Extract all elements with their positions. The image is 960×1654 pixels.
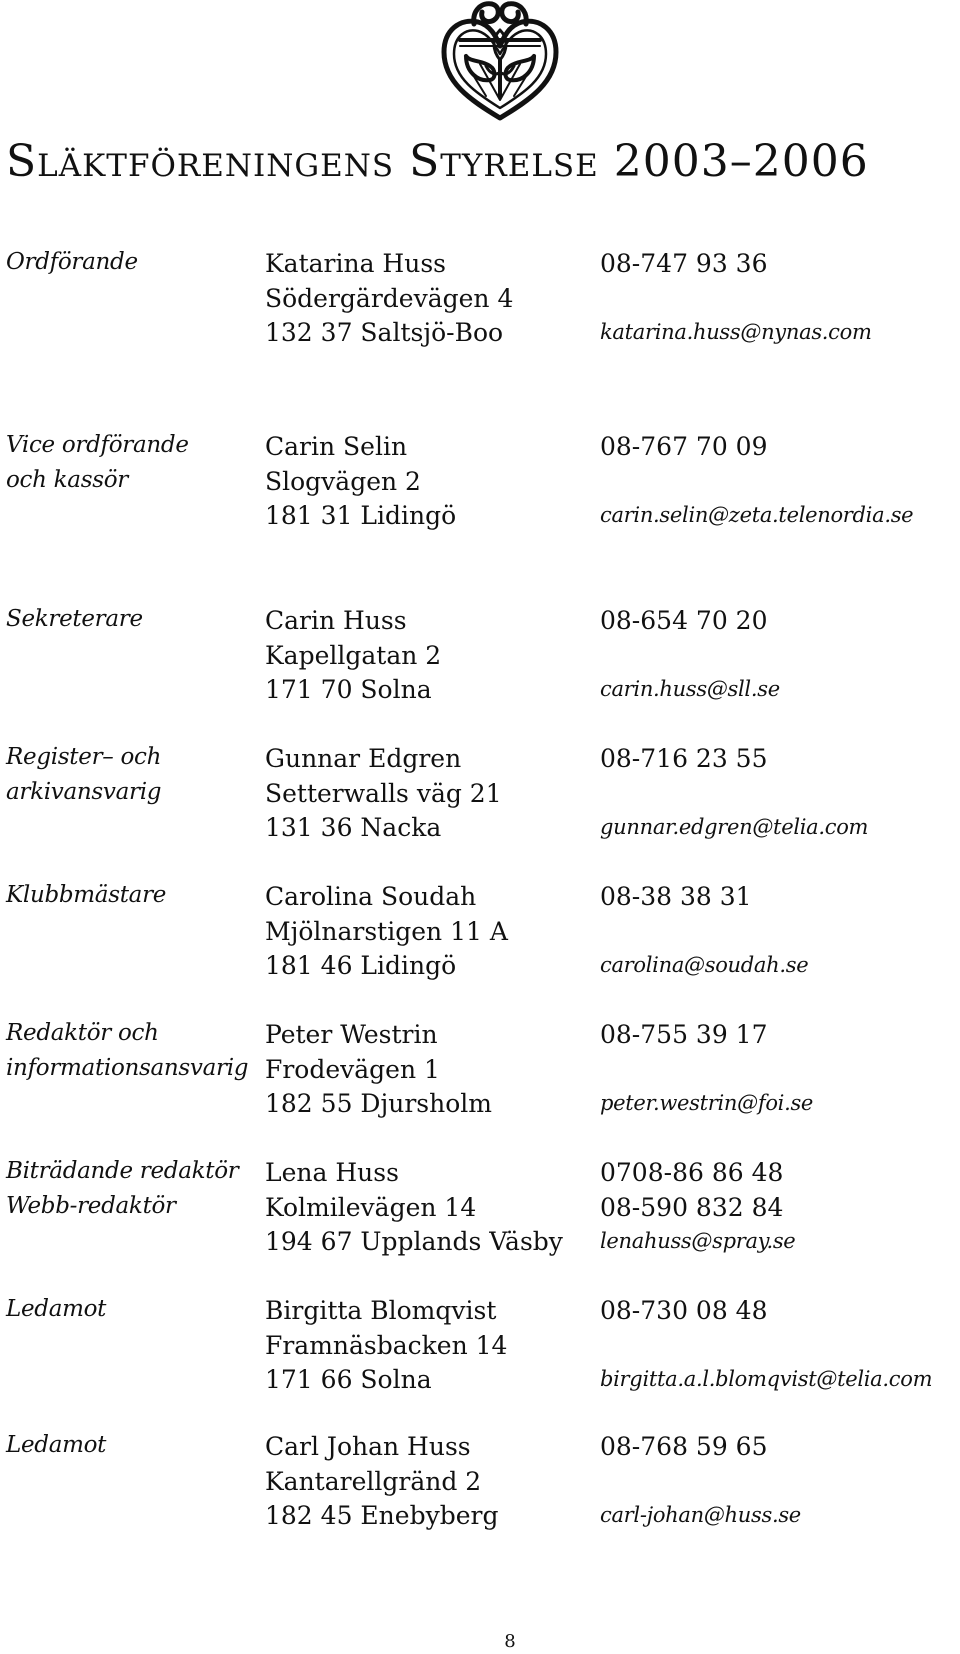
member-name: Gunnar Edgren [265, 744, 462, 773]
member-city: 171 66 Solna [265, 1365, 432, 1394]
member-street: Setterwalls väg 21 [265, 779, 502, 808]
member-role-line-2: Webb-redaktör [6, 1193, 176, 1219]
member-email: carl-johan@huss.se [600, 1503, 801, 1527]
member-street: Kapellgatan 2 [265, 641, 442, 670]
member-email: lenahuss@spray.se [600, 1229, 796, 1253]
member-name: Carin Huss [265, 606, 407, 635]
member-name: Carl Johan Huss [265, 1432, 471, 1461]
member-street: Kantarellgränd 2 [265, 1467, 482, 1496]
member-phone: 08-38 38 31 [600, 882, 752, 911]
member-city: 171 70 Solna [265, 675, 432, 704]
member-role-line-2: informationsansvarig [6, 1055, 249, 1081]
member-role: Ordförande [6, 249, 138, 275]
board-member [0, 1022, 960, 1127]
member-city: 131 36 Nacka [265, 813, 442, 842]
member-email: birgitta.a.l.blomqvist@telia.com [600, 1367, 933, 1391]
member-role-line-2: arkivansvarig [6, 779, 162, 805]
member-phone: 08-767 70 09 [600, 432, 768, 461]
member-city: 182 45 Enebyberg [265, 1501, 499, 1530]
member-street: Kolmilevägen 14 [265, 1193, 477, 1222]
member-role: Ledamot [6, 1432, 107, 1458]
family-monogram-logo [430, 0, 570, 122]
member-email: carin.selin@zeta.telenordia.se [600, 503, 914, 527]
member-name: Birgitta Blomqvist [265, 1296, 497, 1325]
member-city: 132 37 Saltsjö-Boo [265, 318, 504, 347]
board-member [0, 608, 960, 713]
board-member [0, 251, 960, 356]
member-phone: 0708-86 86 48 [600, 1158, 784, 1187]
board-member [0, 1160, 960, 1265]
member-street: Södergärdevägen 4 [265, 284, 514, 313]
member-street: Framnäsbacken 14 [265, 1331, 508, 1360]
member-street: Mjölnarstigen 11 A [265, 917, 508, 946]
page-number: 8 [504, 1631, 516, 1652]
member-name: Carin Selin [265, 432, 408, 461]
board-member [0, 434, 960, 539]
page-title: Släktföreningens Styrelse 2003–2006 [6, 136, 869, 187]
member-phone: 08-654 70 20 [600, 606, 768, 635]
board-member [0, 1298, 960, 1403]
member-role: Klubbmästare [6, 882, 167, 908]
member-email: gunnar.edgren@telia.com [600, 815, 869, 839]
member-phone: 08-755 39 17 [600, 1020, 768, 1049]
member-city: 181 46 Lidingö [265, 951, 457, 980]
member-role: Sekreterare [6, 606, 143, 632]
member-email: carin.huss@sll.se [600, 677, 780, 701]
member-name: Peter Westrin [265, 1020, 438, 1049]
board-member [0, 746, 960, 851]
member-city: 181 31 Lidingö [265, 501, 457, 530]
member-role: Ledamot [6, 1296, 107, 1322]
member-role: Biträdande redaktör [6, 1158, 239, 1184]
member-email: peter.westrin@foi.se [600, 1091, 814, 1115]
member-name: Carolina Soudah [265, 882, 477, 911]
member-city: 182 55 Djursholm [265, 1089, 492, 1118]
board-member [0, 1434, 960, 1539]
member-email: katarina.huss@nynas.com [600, 320, 872, 344]
member-role-line-2: och kassör [6, 467, 128, 493]
member-city: 194 67 Upplands Väsby [265, 1227, 563, 1256]
member-name: Lena Huss [265, 1158, 399, 1187]
member-phone: 08-768 59 65 [600, 1432, 768, 1461]
member-phone: 08-730 08 48 [600, 1296, 768, 1325]
member-phone: 08-747 93 36 [600, 249, 768, 278]
member-name: Katarina Huss [265, 249, 446, 278]
member-street: Slogvägen 2 [265, 467, 421, 496]
member-phone: 08-716 23 55 [600, 744, 768, 773]
member-role: Vice ordförande [6, 432, 189, 458]
board-member [0, 884, 960, 989]
member-email: carolina@soudah.se [600, 953, 809, 977]
member-role: Redaktör och [6, 1020, 159, 1046]
member-role: Register– och [6, 744, 162, 770]
member-street: Frodevägen 1 [265, 1055, 440, 1084]
member-phone-2: 08-590 832 84 [600, 1193, 784, 1222]
